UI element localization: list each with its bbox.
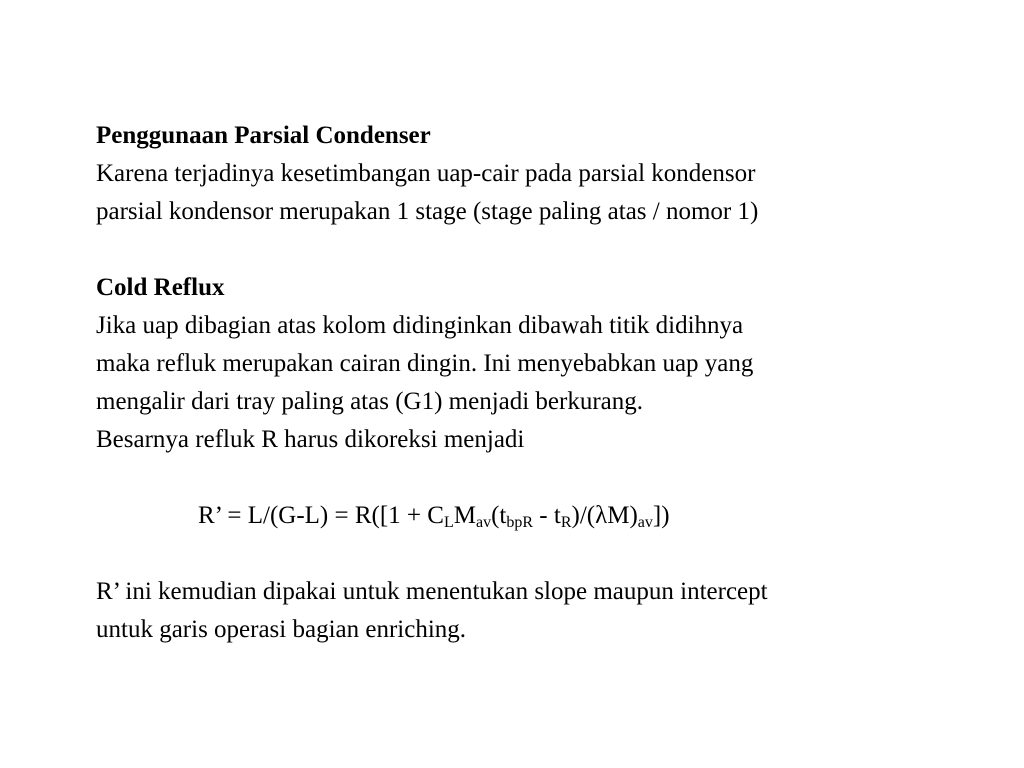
paragraph-line: Besarnya refluk R harus dikoreksi menjadi <box>96 426 525 453</box>
formula-text: )/(λM) <box>571 502 638 529</box>
paragraph-line: R’ ini kemudian dipakai untuk menentukan slope maupun intercept <box>96 578 768 605</box>
formula-subscript: bpR <box>506 514 534 531</box>
formula-text: ]) <box>652 502 670 529</box>
heading-cold-reflux: Cold Reflux <box>96 274 225 301</box>
paragraph-line: mengalir dari tray paling atas (G1) menjadi berkurang. <box>96 388 644 415</box>
spacer <box>96 231 956 269</box>
formula-subscript: av <box>475 514 492 531</box>
slide-content <box>96 117 956 649</box>
paragraph-line: Karena terjadinya kesetimbangan uap-cair pada parsial kondensor <box>96 160 756 187</box>
paragraph-line: untuk garis operasi bagian enriching. <box>96 616 467 643</box>
formula-subscript: R <box>560 514 572 531</box>
formula-subscript: L <box>443 514 454 531</box>
formula-text: R’ = L/(G-L) = R([1 + C <box>198 502 444 529</box>
spacer <box>96 459 956 497</box>
formula-text: - t <box>533 502 561 529</box>
spacer <box>96 535 956 573</box>
paragraph-line: maka refluk merupakan cairan dingin. Ini menyebabkan uap yang <box>96 350 754 377</box>
formula-text: M <box>453 502 476 529</box>
formula-subscript: av <box>637 514 653 531</box>
heading-partial-condenser: Penggunaan Parsial Condenser <box>96 122 431 149</box>
reflux-correction-formula <box>96 497 956 535</box>
formula-text: (t <box>491 502 507 529</box>
paragraph-line: Jika uap dibagian atas kolom didinginkan dibawah titik didihnya <box>96 312 744 339</box>
paragraph-line: parsial kondensor merupakan 1 stage (stage paling atas / nomor 1) <box>96 198 759 225</box>
